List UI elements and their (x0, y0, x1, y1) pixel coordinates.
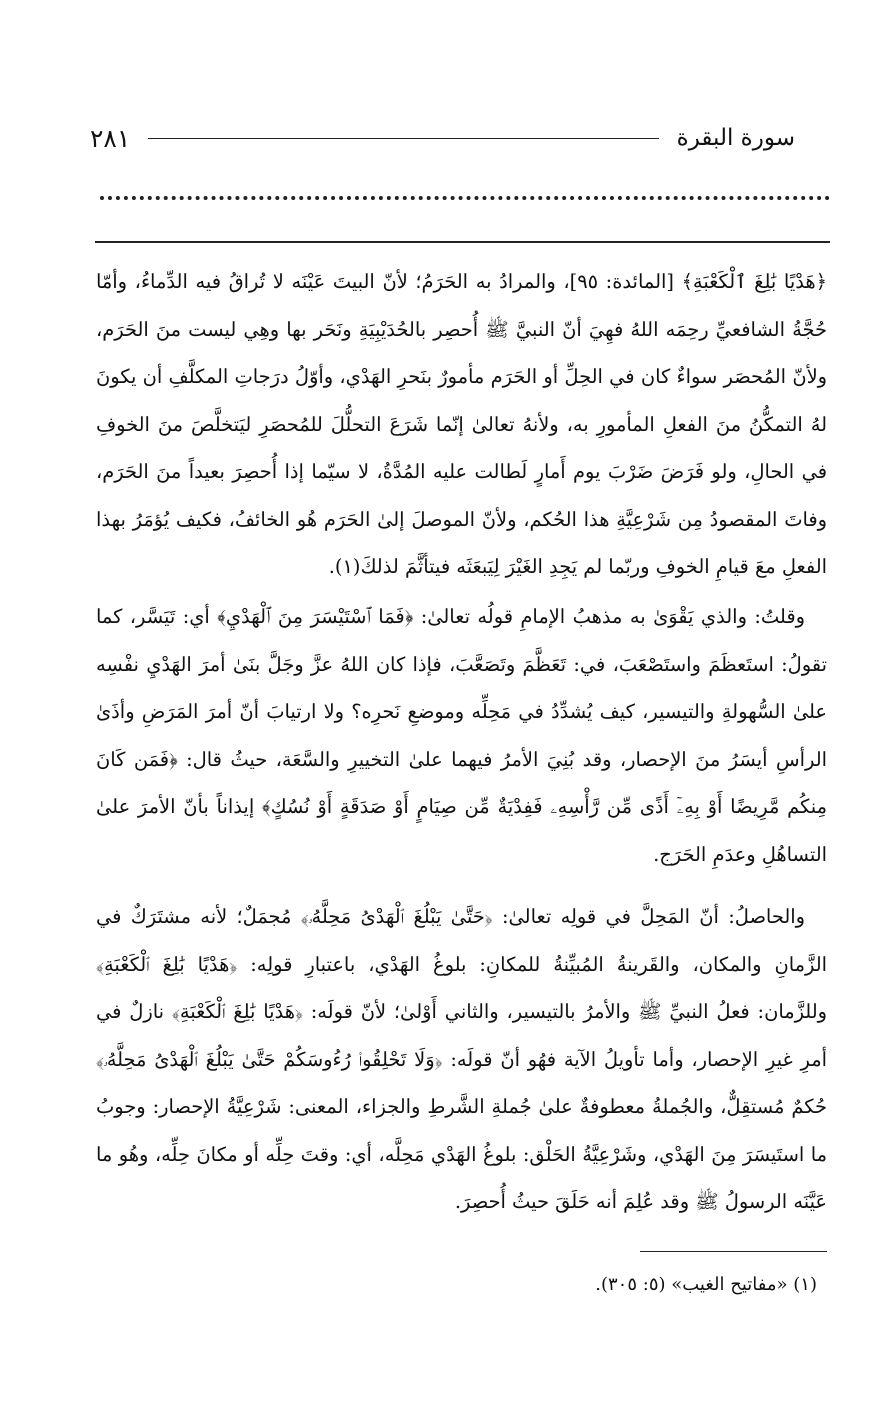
text-top-rule (95, 241, 830, 243)
paragraph-1: ﴿هَدْيًا بَٰلِغَ ٱلْكَعْبَةِ﴾ [المائدة: ٩٥]، والمرادُ به الحَرَمُ؛ لأنّ البيتَ عَيْنَه لا تُراقُ فيه الدِّماءُ، وأمّا حُجَّةُ الشافعيِّ رحِمَه اللهُ فهِيَ أنّ النبيَّ ﷺ أُحصِر بالحُدَيْبِيَةِ ونَحَر بها وهِي ليست منَ الحَرَم، ولأنّ المُحصَر سواءٌ كان في الحِلِّ أو الحَرَم مأمورٌ بنَحرِ الهَدْي، وأوّلُ درَجاتِ المكلَّفِ أن يكونَ لهُ التمكُّنُ منَ الفعلِ المأمورِ به، ولأنهُ تعالىٰ إنّما شَرَعَ التحلُّلَ للمُحصَرِ ليَتخلَّصَ منَ الخوفِ في الحالِ، ولو فَرَضَ ضَرْبَ يوم أَمارٍ لَطالت عليه المُدَّةُ، لا سيّما إذا أُحصِرَ بعيداً منَ الحَرَم، وفاتَ المقصودُ مِن شَرْعِيَّةِ هذا الحُكم، ولأنّ الموصلَ إلىٰ الحَرَم هُو الخائفُ، فكيف يُؤمَرُ بهذا الفعلِ معَ قيامِ الخوفِ وربّما لم يَجِدِ الغَيْرَ لِيَبعَثَه فيتأثَّمَ لذلكَ(١). (96, 270, 827, 578)
footnote-rule (640, 1251, 827, 1252)
paragraph-2: وقلتُ: والذي يَقْوَىٰ به مذهبُ الإمامِ قولُه تعالىٰ: ﴿فَمَا ٱسْتَيْسَرَ مِنَ ٱلْهَدْيِ﴾ أي: تَيَسَّر، كما تقولُ: استَعظَمَ واستَصْعَبَ، في: تَعَظَّمَ وتَصَعَّبَ، فإذا كان اللهُ عزَّ وجَلَّ بنَىٰ أمرَ الهَدْيِ نفْسِه علىٰ السُّهولةِ والتيسير، كيف يُشدِّدُ في مَحِلِّه وموضعِ نَحرِه؟ ولا ارتيابَ أنّ أمرَ المَرَضِ وأذَىٰ الرأسِ أيسَرُ منَ الإحصار، وقد بُنِيَ الأمرُ فيهما علىٰ التخييرِ والسَّعَة، حيثُ قال: ﴿فَمَن كَانَ مِنكُم مَّرِيضًا أَوْ بِهِۦٓ أَذًى مِّن رَّأْسِهِۦ فَفِدْيَةٌ مِّن صِيَامٍ أَوْ صَدَقَةٍ أَوْ نُسُكٍ﴾ إيذاناً بأنّ الأمرَ علىٰ التساهُلِ وعدَمِ الحَرَج. (96, 605, 827, 866)
running-header (90, 118, 795, 158)
body-text (96, 258, 827, 1273)
dotted-separator (100, 196, 830, 200)
surah-title: سورة البقرة (676, 125, 795, 151)
header-rule (148, 138, 658, 139)
paragraph-3: والحاصلُ: أنّ المَحِلَّ في قولِه تعالىٰ: ﴿حَتَّىٰ يَبْلُغَ ٱلْهَدْىُ مَحِلَّهُۥ﴾ مُجمَلٌ؛ لأنه مشتَرَكٌ في الزَّمانِ والمكان، والقَرينةُ المُبيِّنةُ للمكانِ: بلوغُ الهَدْي، باعتبارِ قولِه: ﴿هَدْيًا بَٰلِغَ ٱلْكَعْبَةِ﴾ وللزَّمان: فعلُ النبيِّ ﷺ والأمرُ بالتيسير، والثاني أَوْلىٰ؛ لأنّ قولَه: ﴿هَدْيًا بَٰلِغَ ٱلْكَعْبَةِ﴾ نازلٌ في أمرِ غيرِ الإحصار، وأما تأويلُ الآية فهُو أنّ قولَه: ﴿وَلَا تَحْلِقُوا۟ رُءُوسَكُمْ حَتَّىٰ يَبْلُغَ ٱلْهَدْىُ مَحِلَّهُۥ﴾ حُكمٌ مُستقِلٌّ، والجُملةُ معطوفةٌ علىٰ جُملةِ الشَّرطِ والجزاء، المعنى: شَرْعِيَّةُ الإحصار: وجوبُ ما استَيسَرَ مِنَ الهَدْي، وشَرْعِيَّةُ الحَلْق: بلوغُ الهَدْي مَحِلَّه، أي: وقتَ حِلِّه أو مكانَ حِلِّه، وهُو ما عَيَّنَه الرسولُ ﷺ وقد عُلِمَ أنه حَلَقَ حيثُ أُحصِرَ. (96, 905, 827, 1213)
page-number: ٢٨١ (90, 123, 131, 153)
footnote: (١) «مفاتيح الغيب» (٥: ٣٠٥). (595, 1274, 817, 1295)
